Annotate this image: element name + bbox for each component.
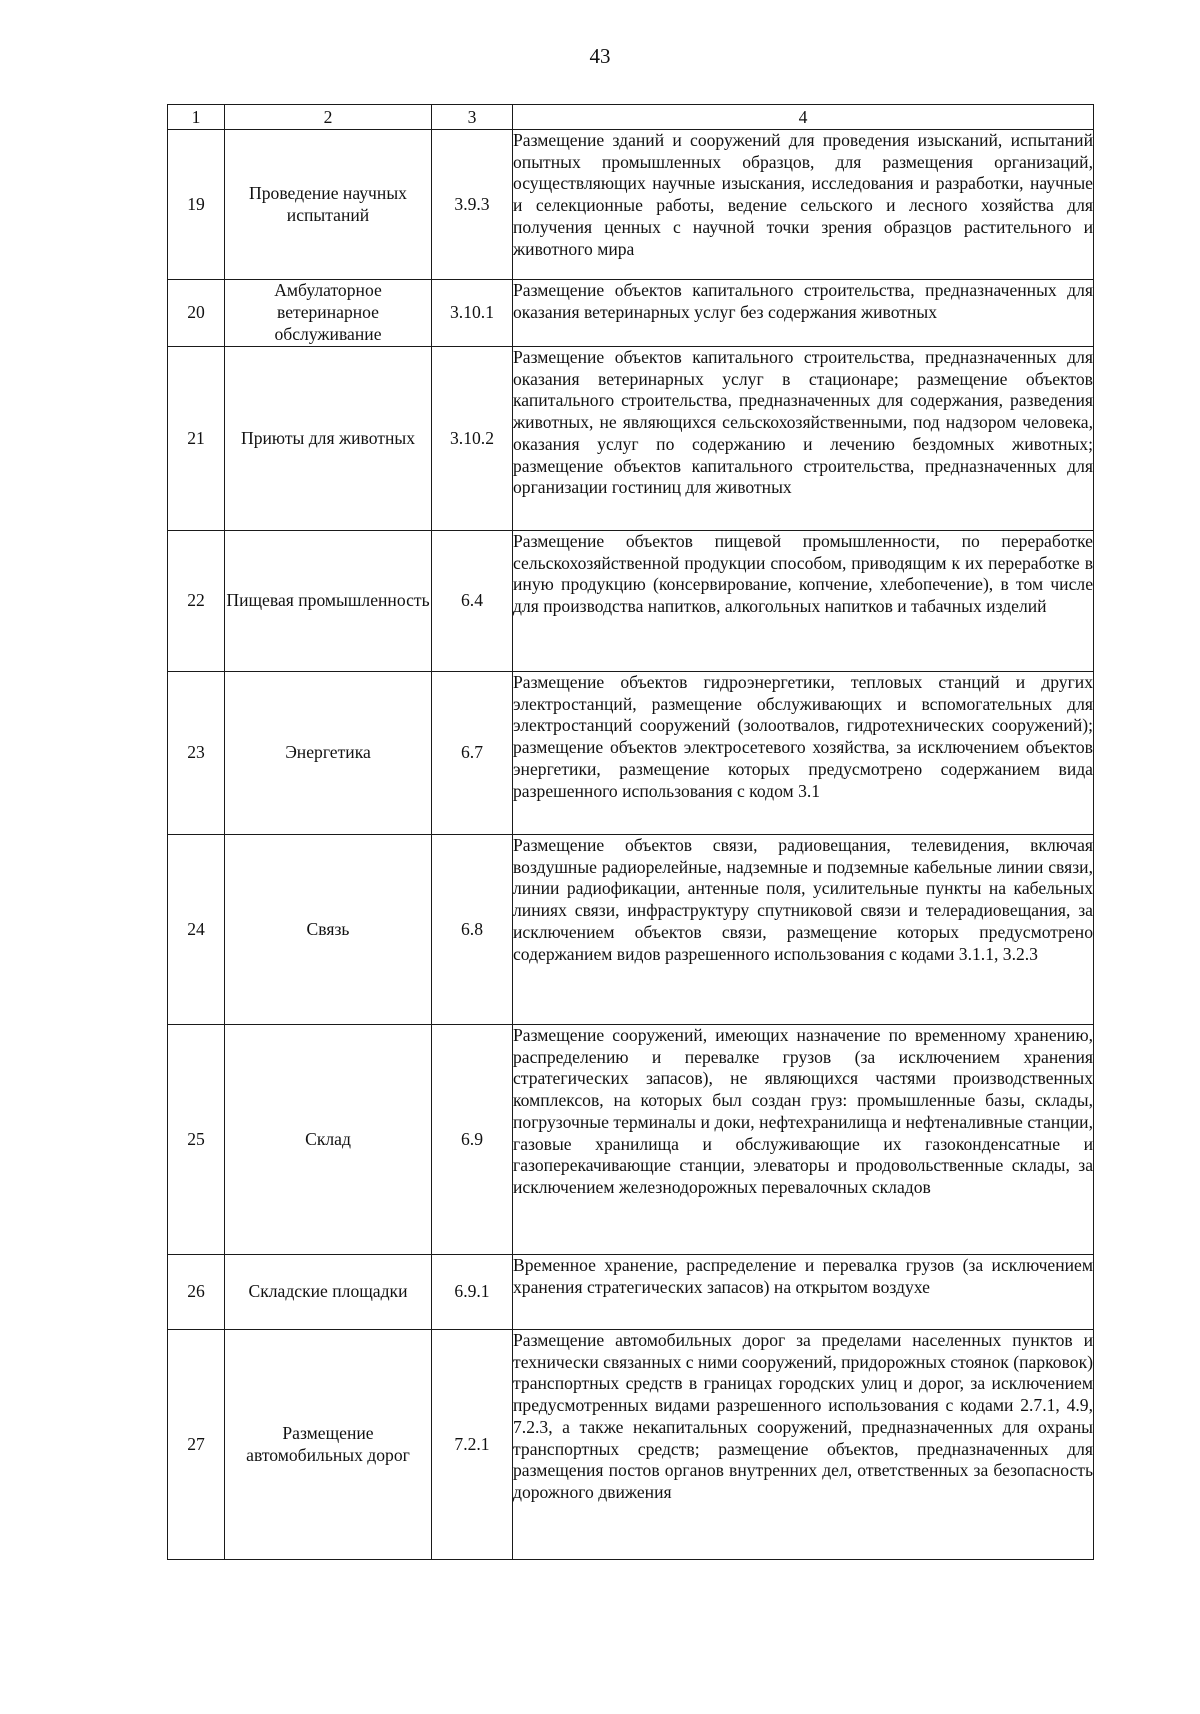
land-use-code: 6.9 <box>432 1025 513 1255</box>
land-use-code: 6.4 <box>432 531 513 672</box>
row-number: 20 <box>168 280 225 347</box>
column-header-4: 4 <box>513 105 1094 130</box>
column-header-1: 1 <box>168 105 225 130</box>
land-use-code: 6.7 <box>432 672 513 835</box>
table-row <box>168 1025 1094 1255</box>
land-use-code: 3.10.1 <box>432 280 513 347</box>
land-use-name: Складские площадки <box>225 1255 432 1330</box>
table-row <box>168 1330 1094 1560</box>
land-use-name: Размещение автомобильных дорог <box>225 1330 432 1560</box>
land-use-description: Размещение автомобильных дорог за пределами населенных пунктов и технически связанных с ними сооружений, придорожных стоянок (парковок) транспортных средств в границах городских улиц и дорог, за исключением предусмотренных видами разрешенного использования с кодами 2.7.1, 4.9, 7.2.3, а также некапитальных сооружений, предназначенных для охраны транспортных средств; размещение объектов, предназначенных для размещения постов органов внутренних дел, ответственных за безопасность дорожного движения <box>513 1330 1094 1560</box>
land-use-code: 6.8 <box>432 835 513 1025</box>
land-use-name: Энергетика <box>225 672 432 835</box>
table-row <box>168 130 1094 280</box>
land-use-description: Размещение объектов гидроэнергетики, тепловых станций и других электростанций, размещение обслуживающих и вспомогательных для электростанций сооружений (золоотвалов, гидротехнических сооружений); размещение объектов электросетевого хозяйства, за исключением объектов энергетики, размещение которых предусмотрено содержанием вида разрешенного использования с кодом 3.1 <box>513 672 1094 835</box>
land-use-name: Амбулаторное ветеринарное обслуживание <box>225 280 432 347</box>
table-row <box>168 280 1094 347</box>
row-number: 23 <box>168 672 225 835</box>
row-number: 27 <box>168 1330 225 1560</box>
row-number: 22 <box>168 531 225 672</box>
table-row <box>168 347 1094 531</box>
table-row <box>168 1255 1094 1330</box>
land-use-code: 6.9.1 <box>432 1255 513 1330</box>
land-use-description: Размещение зданий и сооружений для проведения изысканий, испытаний опытных промышленных образцов, для размещения организаций, осуществляющих научные изыскания, исследования и разработки, научные и селекционные работы, ведение сельского и лесного хозяйства для получения ценных с научной точки зрения образцов растительного и животного мира <box>513 130 1094 280</box>
land-use-description: Временное хранение, распределение и перевалка грузов (за исключением хранения стратегических запасов) на открытом воздухе <box>513 1255 1094 1330</box>
row-number: 19 <box>168 130 225 280</box>
land-use-description: Размещение объектов связи, радиовещания, телевидения, включая воздушные радиорелейные, надземные и подземные кабельные линии связи, линии радиофикации, антенные поля, усилительные пункты на кабельных линиях связи, инфраструктуру спутниковой связи и телерадиовещания, за исключением объектов связи, размещение которых предусмотрено содержанием видов разрешенного использования с кодами 3.1.1, 3.2.3 <box>513 835 1094 1025</box>
table-row <box>168 531 1094 672</box>
land-use-name: Связь <box>225 835 432 1025</box>
table-header-row <box>168 105 1094 130</box>
column-header-3: 3 <box>432 105 513 130</box>
land-use-name: Пищевая промышленность <box>225 531 432 672</box>
table-row <box>168 835 1094 1025</box>
row-number: 25 <box>168 1025 225 1255</box>
row-number: 21 <box>168 347 225 531</box>
land-use-name: Приюты для животных <box>225 347 432 531</box>
land-use-table <box>167 104 1094 1560</box>
page-number: 43 <box>589 44 611 68</box>
land-use-code: 3.9.3 <box>432 130 513 280</box>
land-use-code: 7.2.1 <box>432 1330 513 1560</box>
land-use-code: 3.10.2 <box>432 347 513 531</box>
row-number: 26 <box>168 1255 225 1330</box>
land-use-description: Размещение объектов пищевой промышленности, по переработке сельскохозяйственной продукции способом, приводящим к их переработке в иную продукцию (консервирование, копчение, хлебопечение), в том числе для производства напитков, алкогольных напитков и табачных изделий <box>513 531 1094 672</box>
table-row <box>168 672 1094 835</box>
land-use-name: Склад <box>225 1025 432 1255</box>
land-use-description: Размещение объектов капитального строительства, предназначенных для оказания ветеринарных услуг в стационаре; размещение объектов капитального строительства, предназначенных для содержания, разведения животных, не являющихся сельскохозяйственными, под надзором человека, оказания услуг по содержанию и лечению бездомных животных; размещение объектов капитального строительства, предназначенных для организации гостиниц для животных <box>513 347 1094 531</box>
column-header-2: 2 <box>225 105 432 130</box>
row-number: 24 <box>168 835 225 1025</box>
land-use-description: Размещение объектов капитального строительства, предназначенных для оказания ветеринарных услуг без содержания животных <box>513 280 1094 347</box>
land-use-description: Размещение сооружений, имеющих назначение по временному хранению, распределению и перевалке грузов (за исключением хранения стратегических запасов), не являющихся частями производственных комплексов, на которых был создан груз: промышленные базы, склады, погрузочные терминалы и доки, нефтехранилища и нефтеналивные станции, газовые хранилища и обслуживающие их газоконденсатные и газоперекачивающие станции, элеваторы и продовольственные склады, за исключением железнодорожных перевалочных складов <box>513 1025 1094 1255</box>
land-use-name: Проведение научных испытаний <box>225 130 432 280</box>
